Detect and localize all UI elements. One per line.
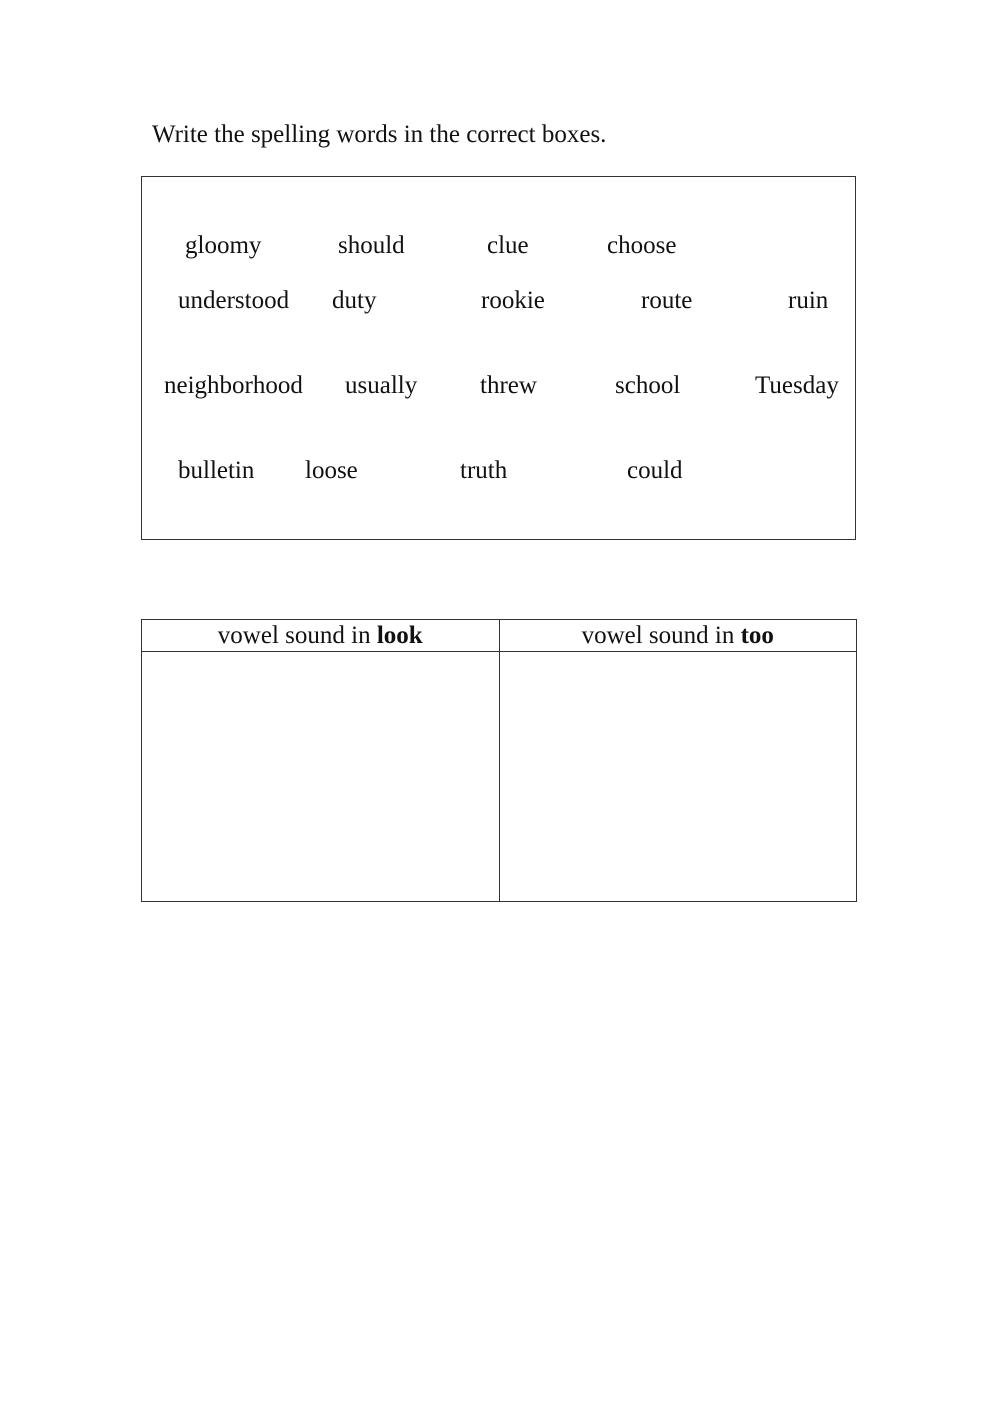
word-item[interactable]: bulletin bbox=[178, 457, 255, 484]
word-item[interactable]: route bbox=[641, 287, 693, 314]
answer-box-too[interactable] bbox=[499, 652, 857, 902]
word-item[interactable]: loose bbox=[305, 457, 358, 484]
word-item[interactable]: Tuesday bbox=[755, 372, 839, 399]
word-item[interactable]: duty bbox=[332, 287, 377, 314]
column-header-look bbox=[142, 620, 500, 652]
word-bank-box bbox=[141, 176, 856, 540]
word-item[interactable]: should bbox=[338, 232, 405, 259]
word-item[interactable]: rookie bbox=[481, 287, 545, 314]
word-item[interactable]: neighborhood bbox=[164, 372, 303, 399]
sorting-table bbox=[141, 619, 857, 902]
word-item[interactable]: choose bbox=[607, 232, 677, 259]
word-item[interactable]: threw bbox=[480, 372, 537, 399]
column-header-keyword: too bbox=[740, 621, 774, 649]
word-item[interactable]: clue bbox=[487, 232, 529, 259]
table-answer-row bbox=[142, 652, 857, 902]
word-item[interactable]: gloomy bbox=[185, 232, 262, 259]
word-item[interactable]: school bbox=[615, 372, 681, 399]
column-header-prefix: vowel sound in bbox=[217, 621, 377, 649]
answer-box-look[interactable] bbox=[142, 652, 500, 902]
table-header-row bbox=[142, 620, 857, 652]
column-header-keyword: look bbox=[376, 621, 423, 649]
word-item[interactable]: ruin bbox=[788, 287, 829, 314]
word-item[interactable]: truth bbox=[460, 457, 508, 484]
word-item[interactable]: understood bbox=[178, 287, 290, 314]
word-item[interactable]: usually bbox=[345, 372, 418, 399]
column-header-prefix: vowel sound in bbox=[581, 621, 741, 649]
instruction-text: Write the spelling words in the correct boxes. bbox=[152, 121, 607, 148]
word-item[interactable]: could bbox=[627, 457, 683, 484]
column-header-too bbox=[499, 620, 857, 652]
